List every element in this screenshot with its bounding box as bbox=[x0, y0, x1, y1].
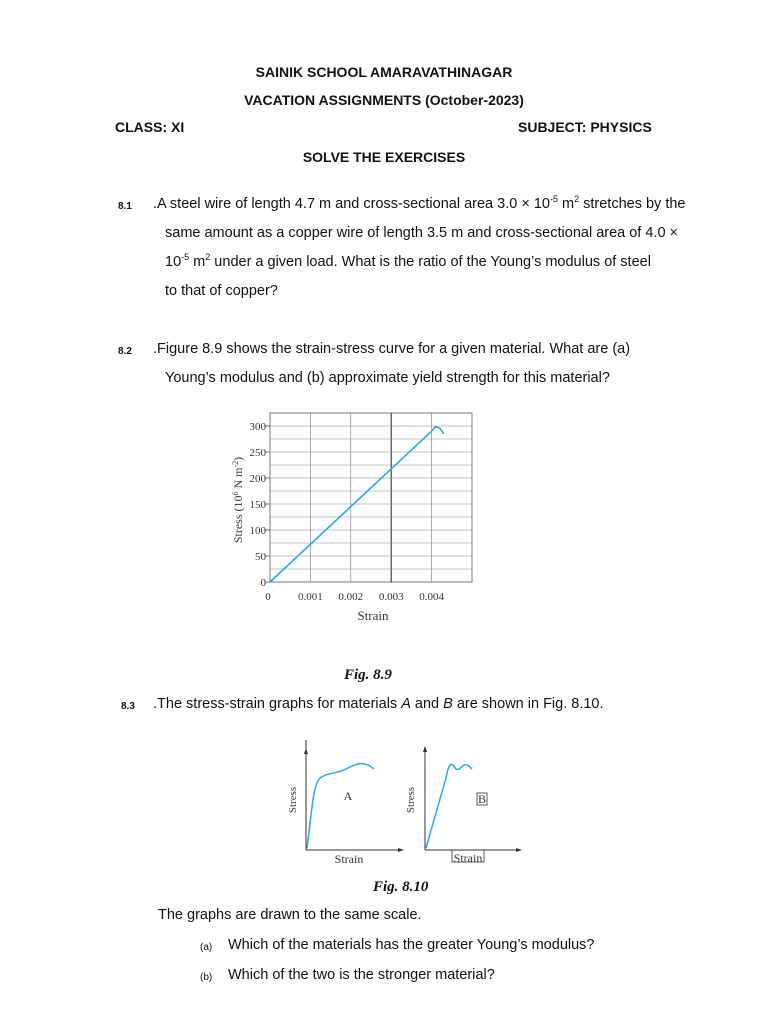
x-tick-label: 0.002 bbox=[338, 591, 364, 603]
y-tick-label: 150 bbox=[249, 499, 266, 511]
x-tick-label: 0.004 bbox=[419, 591, 444, 603]
instruction: SOLVE THE EXERCISES bbox=[302, 149, 466, 165]
question-8-3-line-1: .The stress-strain graphs for materials A and B are shown in Fig. 8.10. bbox=[153, 696, 604, 712]
question-8-2-line-1: .Figure 8.9 shows the strain-stress curve for a given material. What are (a) bbox=[153, 341, 631, 357]
figure-8-10-caption: Fig. 8.10 bbox=[373, 879, 429, 895]
question-number-8-3: 8.3 bbox=[121, 701, 135, 712]
graph-b bbox=[405, 746, 522, 865]
subject-label: SUBJECT: PHYSICS bbox=[518, 119, 652, 135]
graph-b-label: B bbox=[477, 792, 487, 806]
subq-b-label: (b) bbox=[200, 972, 213, 983]
y-axis-label: Stress ($10^6$ N $m^{-2}$) bbox=[231, 456, 245, 544]
y-tick-label: 200 bbox=[249, 473, 266, 485]
y-tick-label: 0 bbox=[260, 577, 266, 589]
x-tick-label: 0.001 bbox=[298, 591, 323, 603]
question-8-1-line-1: .A steel wire of length 4.7 m and cross-sectional area $3.0 \times 10^{-5}$ $m^2$ stretches by the bbox=[153, 194, 686, 212]
graph-b-y-label: Stress bbox=[405, 786, 417, 814]
question-number-8-2: 8.2 bbox=[118, 346, 132, 357]
x-tick-labels bbox=[265, 591, 444, 603]
subq-b-text: Which of the two is the stronger material? bbox=[228, 967, 495, 983]
question-8-2-line-2: Young’s modulus and (b) approximate yield strength for this material? bbox=[165, 370, 610, 386]
x-tick-label: 0.003 bbox=[378, 591, 404, 603]
figure-8-9-caption: Fig. 8.9 bbox=[344, 667, 392, 683]
graph-b-x-label: Strain bbox=[453, 851, 483, 865]
y-tick-label: 50 bbox=[255, 551, 266, 563]
subq-a-label: (a) bbox=[200, 942, 213, 953]
chart-grid bbox=[270, 413, 472, 582]
x-axis-label: Strain bbox=[357, 608, 389, 623]
x-tick-label: 0 bbox=[265, 591, 271, 603]
graph-a-y-label: Stress bbox=[287, 786, 299, 814]
graph-a bbox=[287, 740, 404, 866]
y-tick-labels bbox=[250, 421, 271, 589]
y-tick-label: 300 bbox=[249, 421, 266, 433]
y-tick-label: 100 bbox=[249, 525, 266, 537]
assignment-title: VACATION ASSIGNMENTS (October-2023) bbox=[244, 92, 524, 108]
school-name: SAINIK SCHOOL AMARAVATHINAGAR bbox=[255, 64, 513, 80]
question-8-1-line-4: to that of copper? bbox=[165, 283, 278, 299]
stress-strain-chart bbox=[220, 405, 490, 635]
fig-8-10-graphs bbox=[280, 740, 530, 870]
y-tick-label: 250 bbox=[249, 447, 266, 459]
class-label: CLASS: XI bbox=[115, 119, 185, 135]
question-8-1-line-2: same amount as a copper wire of length 3.5 m and cross-sectional area of 4.0 × bbox=[165, 225, 679, 241]
graph-a-x-label: Strain bbox=[334, 852, 364, 866]
question-number-8-1: 8.1 bbox=[118, 201, 132, 212]
graph-a-label: A bbox=[343, 789, 353, 803]
graph-a-curve bbox=[307, 764, 374, 848]
question-8-1-line-3: $10^{-5}$ $m^2$ under a given load. What is the ratio of the Young’s modulus of steel bbox=[165, 252, 651, 270]
plot-frame bbox=[270, 413, 472, 582]
scale-note: The graphs are drawn to the same scale. bbox=[158, 907, 422, 923]
subq-a-text: Which of the materials has the greater Young’s modulus? bbox=[228, 937, 595, 953]
graph-b-curve bbox=[426, 764, 472, 848]
